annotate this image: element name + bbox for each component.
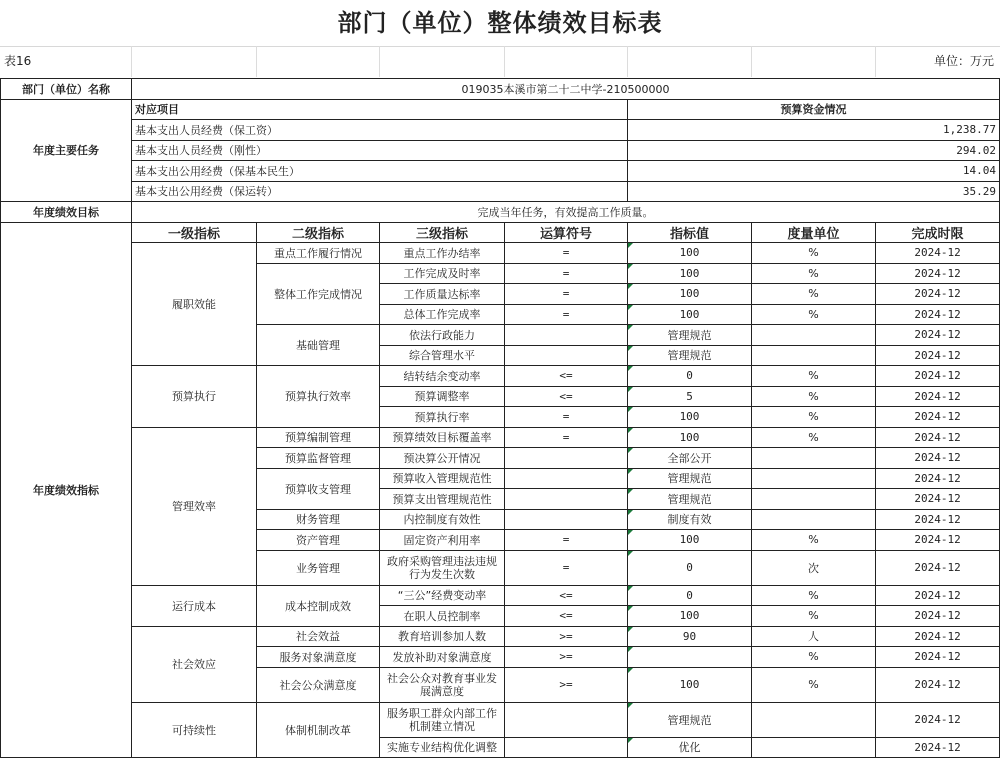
level3-cell: 综合管理水平 — [380, 345, 505, 366]
unit-cell: % — [752, 427, 876, 448]
operator-cell: >= — [505, 647, 628, 668]
deadline-cell: 2024-12 — [876, 509, 1000, 530]
col-header: 三级指标 — [380, 222, 505, 243]
deadline-cell: 2024-12 — [876, 243, 1000, 264]
value-cell: 5 — [628, 386, 752, 407]
dept-value: 019035本溪市第二十二中学-210500000 — [132, 79, 1000, 100]
operator-cell: = — [505, 550, 628, 585]
unit-cell: % — [752, 407, 876, 428]
level3-cell: 服务职工群众内部工作机制建立情况 — [380, 702, 505, 737]
col-header: 完成时限 — [876, 222, 1000, 243]
level3-cell: 预算收入管理规范性 — [380, 468, 505, 489]
level1-cell: 预算执行 — [132, 366, 257, 428]
level3-cell: 预算执行率 — [380, 407, 505, 428]
unit-cell — [752, 448, 876, 469]
level3-cell: 预算调整率 — [380, 386, 505, 407]
unit-cell: % — [752, 304, 876, 325]
task-item: 基本支出人员经费（刚性） — [132, 140, 628, 161]
deadline-cell: 2024-12 — [876, 647, 1000, 668]
operator-cell: = — [505, 284, 628, 305]
unit-cell — [752, 702, 876, 737]
value-cell: 管理规范 — [628, 489, 752, 510]
operator-cell: = — [505, 427, 628, 448]
unit-cell: 次 — [752, 550, 876, 585]
deadline-cell: 2024-12 — [876, 407, 1000, 428]
level3-cell: 实施专业结构优化调整 — [380, 737, 505, 758]
deadline-cell: 2024-12 — [876, 667, 1000, 702]
value-cell: 0 — [628, 585, 752, 606]
operator-cell: <= — [505, 606, 628, 627]
unit-cell: % — [752, 530, 876, 551]
task-amount: 35.29 — [628, 181, 1000, 202]
unit-cell: % — [752, 585, 876, 606]
operator-cell — [505, 489, 628, 510]
deadline-cell: 2024-12 — [876, 263, 1000, 284]
col-header: 二级指标 — [257, 222, 380, 243]
table-number: 表16 — [4, 54, 32, 68]
deadline-cell: 2024-12 — [876, 345, 1000, 366]
level1-cell: 管理效率 — [132, 427, 257, 585]
level1-cell: 履职效能 — [132, 243, 257, 366]
level2-cell: 成本控制成效 — [257, 585, 380, 626]
deadline-cell: 2024-12 — [876, 550, 1000, 585]
level3-cell: 预算支出管理规范性 — [380, 489, 505, 510]
level1-cell: 可持续性 — [132, 702, 257, 758]
level3-cell: 在职人员控制率 — [380, 606, 505, 627]
task-amount: 14.04 — [628, 161, 1000, 182]
task-amount: 1,238.77 — [628, 120, 1000, 141]
operator-cell: = — [505, 243, 628, 264]
unit-label: 单位：万元 — [933, 54, 994, 68]
unit-cell — [752, 325, 876, 346]
deadline-cell: 2024-12 — [876, 702, 1000, 737]
level3-cell: “三公”经费变动率 — [380, 585, 505, 606]
goal-label: 年度绩效目标 — [1, 202, 132, 223]
level2-cell: 社会效益 — [257, 626, 380, 647]
level2-cell: 财务管理 — [257, 509, 380, 530]
level3-cell: 社会公众对教育事业发展满意度 — [380, 667, 505, 702]
unit-cell: % — [752, 284, 876, 305]
level3-cell: 结转结余变动率 — [380, 366, 505, 387]
deadline-cell: 2024-12 — [876, 606, 1000, 627]
unit-cell: % — [752, 366, 876, 387]
operator-cell: = — [505, 304, 628, 325]
header-gridlines — [0, 46, 1000, 77]
deadline-cell: 2024-12 — [876, 530, 1000, 551]
deadline-cell: 2024-12 — [876, 626, 1000, 647]
level3-cell: 政府采购管理违法违规行为发生次数 — [380, 550, 505, 585]
task-item: 基本支出人员经费（保工资） — [132, 120, 628, 141]
unit-cell: % — [752, 263, 876, 284]
unit-cell: 人 — [752, 626, 876, 647]
deadline-cell: 2024-12 — [876, 386, 1000, 407]
task-amount: 294.02 — [628, 140, 1000, 161]
unit-cell — [752, 345, 876, 366]
value-cell: 100 — [628, 304, 752, 325]
value-cell: 管理规范 — [628, 702, 752, 737]
value-cell: 全部公开 — [628, 448, 752, 469]
operator-cell: = — [505, 530, 628, 551]
value-cell: 优化 — [628, 737, 752, 758]
goal-value: 完成当年任务，有效提高工作质量。 — [132, 202, 1000, 223]
value-cell — [628, 647, 752, 668]
level2-cell: 整体工作完成情况 — [257, 263, 380, 325]
value-cell: 0 — [628, 550, 752, 585]
value-cell: 管理规范 — [628, 325, 752, 346]
level2-cell: 预算编制管理 — [257, 427, 380, 448]
deadline-cell: 2024-12 — [876, 304, 1000, 325]
level2-cell: 预算监督管理 — [257, 448, 380, 469]
task-item: 基本支出公用经费（保基本民生） — [132, 161, 628, 182]
value-cell: 100 — [628, 263, 752, 284]
level2-cell: 资产管理 — [257, 530, 380, 551]
unit-cell — [752, 489, 876, 510]
operator-cell: <= — [505, 386, 628, 407]
value-cell: 100 — [628, 284, 752, 305]
unit-cell: % — [752, 667, 876, 702]
value-cell: 100 — [628, 427, 752, 448]
page-title: 部门（单位）整体绩效目标表 — [0, 0, 1000, 47]
unit-cell: % — [752, 647, 876, 668]
level3-cell: 发放补助对象满意度 — [380, 647, 505, 668]
tasks-label: 年度主要任务 — [1, 99, 132, 202]
value-cell: 制度有效 — [628, 509, 752, 530]
deadline-cell: 2024-12 — [876, 427, 1000, 448]
value-cell: 100 — [628, 407, 752, 428]
indicators-label: 年度绩效指标 — [1, 222, 132, 758]
col-header: 一级指标 — [132, 222, 257, 243]
dept-label: 部门（单位）名称 — [1, 79, 132, 100]
deadline-cell: 2024-12 — [876, 366, 1000, 387]
level2-cell: 社会公众满意度 — [257, 667, 380, 702]
level3-cell: 重点工作办结率 — [380, 243, 505, 264]
operator-cell — [505, 468, 628, 489]
tasks-col-item: 对应项目 — [132, 99, 628, 120]
operator-cell — [505, 448, 628, 469]
operator-cell — [505, 702, 628, 737]
unit-cell — [752, 468, 876, 489]
operator-cell: = — [505, 407, 628, 428]
value-cell: 100 — [628, 667, 752, 702]
level2-cell: 服务对象满意度 — [257, 647, 380, 668]
unit-cell: % — [752, 386, 876, 407]
operator-cell — [505, 345, 628, 366]
unit-cell: % — [752, 243, 876, 264]
operator-cell: <= — [505, 366, 628, 387]
unit-cell: % — [752, 606, 876, 627]
deadline-cell: 2024-12 — [876, 468, 1000, 489]
deadline-cell: 2024-12 — [876, 489, 1000, 510]
value-cell: 100 — [628, 530, 752, 551]
level3-cell: 内控制度有效性 — [380, 509, 505, 530]
value-cell: 0 — [628, 366, 752, 387]
level3-cell: 总体工作完成率 — [380, 304, 505, 325]
operator-cell: >= — [505, 626, 628, 647]
operator-cell: = — [505, 263, 628, 284]
value-cell: 管理规范 — [628, 345, 752, 366]
level1-cell: 社会效应 — [132, 626, 257, 702]
level3-cell: 预决算公开情况 — [380, 448, 505, 469]
deadline-cell: 2024-12 — [876, 585, 1000, 606]
value-cell: 100 — [628, 606, 752, 627]
deadline-cell: 2024-12 — [876, 284, 1000, 305]
unit-cell — [752, 737, 876, 758]
level2-cell: 预算收支管理 — [257, 468, 380, 509]
level3-cell: 工作质量达标率 — [380, 284, 505, 305]
task-item: 基本支出公用经费（保运转） — [132, 181, 628, 202]
operator-cell — [505, 325, 628, 346]
col-header: 度量单位 — [752, 222, 876, 243]
deadline-cell: 2024-12 — [876, 737, 1000, 758]
level2-cell: 基础管理 — [257, 325, 380, 366]
level1-cell: 运行成本 — [132, 585, 257, 626]
level3-cell: 教育培训参加人数 — [380, 626, 505, 647]
performance-table — [0, 78, 1000, 758]
level3-cell: 工作完成及时率 — [380, 263, 505, 284]
level3-cell: 依法行政能力 — [380, 325, 505, 346]
operator-cell — [505, 509, 628, 530]
operator-cell: >= — [505, 667, 628, 702]
value-cell: 90 — [628, 626, 752, 647]
deadline-cell: 2024-12 — [876, 325, 1000, 346]
col-header: 运算符号 — [505, 222, 628, 243]
level2-cell: 预算执行效率 — [257, 366, 380, 428]
value-cell: 管理规范 — [628, 468, 752, 489]
level2-cell: 体制机制改革 — [257, 702, 380, 758]
deadline-cell: 2024-12 — [876, 448, 1000, 469]
level2-cell: 重点工作履行情况 — [257, 243, 380, 264]
value-cell: 100 — [628, 243, 752, 264]
tasks-col-budget: 预算资金情况 — [628, 99, 1000, 120]
level2-cell: 业务管理 — [257, 550, 380, 585]
unit-cell — [752, 509, 876, 530]
operator-cell — [505, 737, 628, 758]
operator-cell: <= — [505, 585, 628, 606]
level3-cell: 预算绩效目标覆盖率 — [380, 427, 505, 448]
level3-cell: 固定资产利用率 — [380, 530, 505, 551]
col-header: 指标值 — [628, 222, 752, 243]
